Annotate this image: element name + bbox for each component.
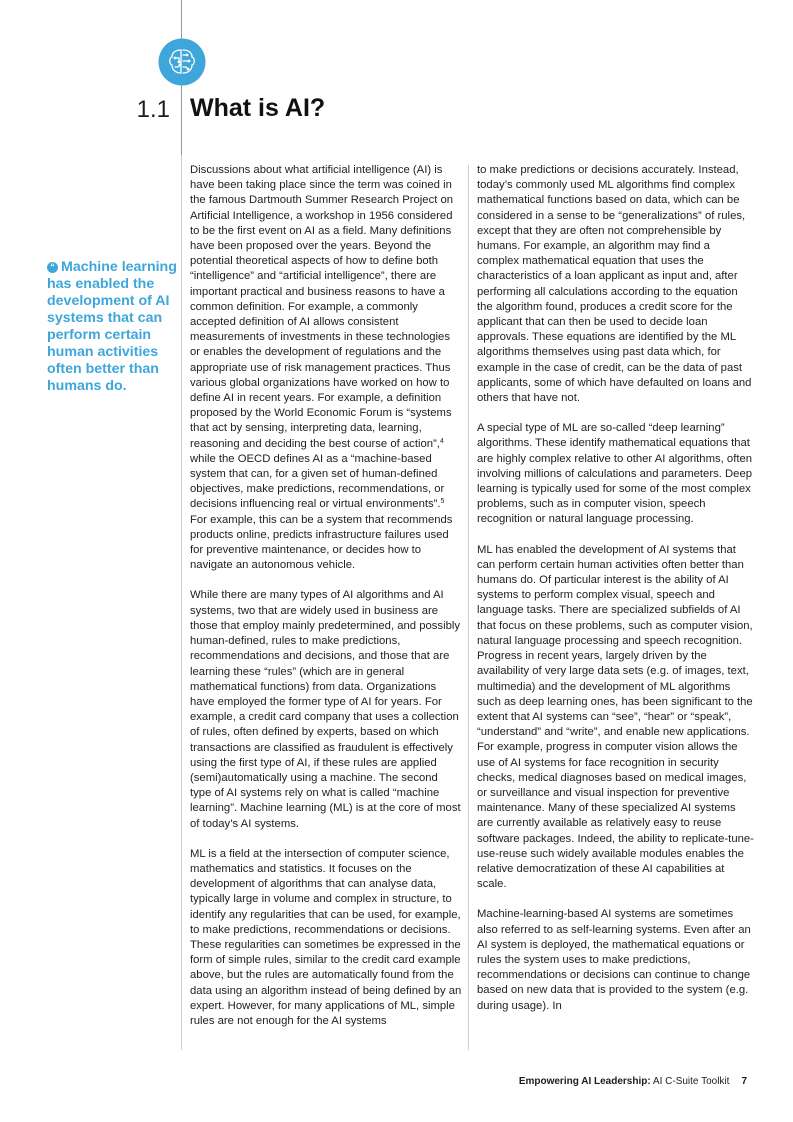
paragraph: Discussions about what artificial intelligence (AI) is have been taking place since the term was coined in the famous Dartmouth Summer Research Project on Artificial Intelligence, a workshop in 1956 considered to be the first event on AI as a field. Many definitions have been proposed over the years. Beyond the potential theoretical aspects of how to define both “intelligence” and “artificial intelligence”, there are important practical and business reasons to have a common definition. For example, a commonly accepted definition of AI allows consistent measurements of investments in these technologies or enables the development of regulations and the appropriate use of risk management practices. Thus various global organizations have worked on how to define AI in recent years. For example, a definition proposed by the World Economic Forum is “systems that act by sensing, interpreting data, learning, reasoning and deciding the best course of action”,$^4$ while the OECD defines AI as a “machine-based system that can, for a given set of human-defined objectives, make predictions, recommendations, or decisions influencing real or virtual environments”.$^5$ For example, this can be a system that recommends products online, predicts infrastructure failures used for preventive maintenance, or decides how to navigate an autonomous vehicle. <box>190 164 454 572</box>
section-title: What is AI? <box>190 94 326 122</box>
footer-title: AI C-Suite Toolkit <box>650 1076 730 1087</box>
paragraph: Machine-learning-based AI systems are sometimes also referred to as self-learning systems. Even after an AI system is deployed, the mathematical equations or rules the system uses to make predictions, recommendations or decisions can continue to change based on new data that is provided to the system (e.g. during usage). In <box>477 908 751 1012</box>
page-footer <box>519 1076 747 1087</box>
footnote-ref: 5 <box>440 498 445 506</box>
page-number: 7 <box>741 1076 747 1087</box>
column-divider-left <box>181 155 182 1050</box>
paragraph: While there are many types of AI algorithms and AI systems, two that are widely used in business are those that employ mainly predetermined, and possibly human-defined, rules to make predictions, recommendations and decisions, and those that are learning these “rules” (which are in general mathematical functions) from data. Organizations have employed the former type of AI for years. For example, a credit card company that uses a collection of rules, often defined by experts, based on which transactions are classified as fraudulent is effectively using the first type of AI, if these rules are applied (semi)automatically using a machine. The second type of AI systems rely on what is called “machine learning”. Machine learning (ML) is at the core of most of today’s AI systems. <box>190 589 461 830</box>
paragraph: ML is a field at the intersection of computer science, mathematics and statistics. It focuses on the development of algorithms that can analyse data, typically large in volume and complex in structure, to identify any regularities that can be used, for example, to make predictions, recommendations or decisions. These regularities can sometimes be expressed in the form of simple rules, similar to the credit card example above, but the rules are automatically found from the data using an algorithm instead of being defined by an expert. However, for many applications of ML, simple rules are not enough for the AI systems <box>190 847 462 1027</box>
text-column-right <box>477 163 755 1029</box>
text-column-left <box>190 163 462 1044</box>
pull-quote-text: Machine learning has enabled the development of AI systems that can perform certain human activities often better than humans do. <box>47 259 177 394</box>
footnote-ref: 4 <box>439 437 444 445</box>
paragraph: to make predictions or decisions accurately. Instead, today’s commonly used ML algorithms find complex mathematical functions based on data, which can be considered in a sense to be “generalizations” of rules, except that they are often not comprehensible by humans. For example, an algorithm may find a complex mathematical equation that uses the characteristics of a loan applicant as input and, after performing all calculations according to the equation the algorithm found, produces a credit score for the applicant that can then be used to decide loan approvals. These equations are identified by the ML algorithms themselves using past data which, for example in the case of credit, can be the data of past applicants, some of which have defaulted on loans and others that have not. <box>477 164 752 405</box>
column-divider-right <box>468 165 469 1050</box>
paragraph: A special type of ML are so-called “deep learning” algorithms. These identify mathematical equations that are highly complex relative to other AI algorithms, often involving millions of calculations and parameters. Deep learning is typically used for some of the most complex problems, such as in computer vision, speech recognition or natural language processing. <box>477 422 753 526</box>
pull-quote <box>47 259 177 395</box>
brain-circuit-icon <box>158 38 206 86</box>
footer-title-bold: Empowering AI Leadership: <box>518 1076 651 1087</box>
paragraph: ML has enabled the development of AI systems that can perform certain human activities often better than humans do. Of particular interest is the ability of AI systems to perform complex visual, speech and language tasks. There are specialized subfields of AI that focus on these problems, such as computer vision, natural language processing and speech recognition. Progress in recent years, largely driven by the availability of very large data sets (e.g. of images, text, multimedia) and the development of ML algorithms such as deep learning ones, has been significant to the extent that AI systems can “see”, “hear” or “speak”, “understand” and “write”, and enable new applications. For example, progress in computer vision allows the use of AI systems for face recognition in security checks, medical diagnoses based on medical images, or surveillance and visual inspection for preventive maintenance. Many of these specialized AI systems are currently available as relatively easy to reuse software packages. Indeed, the ability to replicate-tune-use-reuse such widely available modules enables the relative democratization of these AI capabilities at scale. <box>477 543 754 891</box>
quote-icon: “ <box>47 262 58 273</box>
section-number: 1.1 <box>136 96 170 123</box>
